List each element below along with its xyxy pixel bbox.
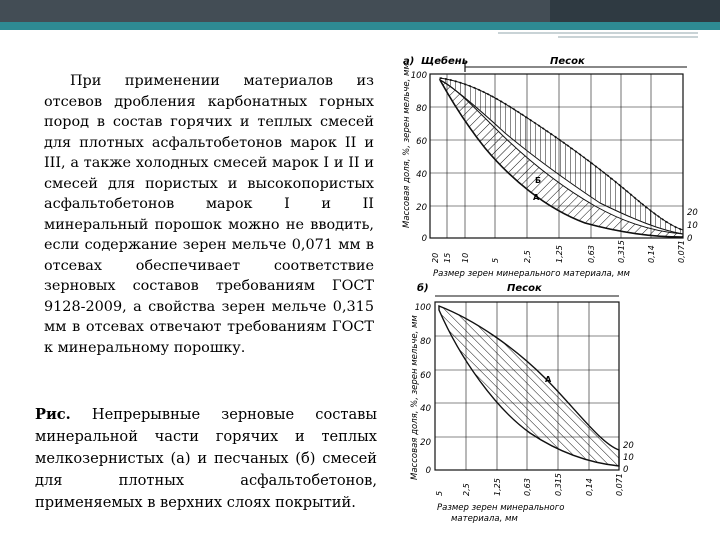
panel-b-ytick: 20 [420, 438, 431, 448]
panel-a-ytick: 0 [421, 234, 427, 244]
panel-b-xtick: 0,63 [523, 478, 532, 496]
panel-a-xtick: 5 [491, 257, 500, 263]
panel-a-xtick: 10 [461, 252, 470, 263]
panel-a-xtick: 0,14 [647, 245, 656, 263]
panel-b-xlabel-line2: материала, мм [451, 514, 518, 524]
panel-a-label: а) [403, 56, 415, 67]
panel-a-ytick: 40 [416, 170, 427, 180]
caption-text: Непрерывные зерновые составы минеральной части горячих и теплых мелкозернистых (а) и песчаных (б) смесей для плотных асфальтобетонов, применяемых в верхних слоях покрытий. [35, 406, 378, 511]
panel-b-xtick: 0,071 [615, 473, 624, 496]
panel-a-rtick: 10 [687, 221, 698, 231]
panel-b-xtick: 2,5 [462, 483, 471, 496]
panel-a-xtick: 1,25 [555, 245, 564, 263]
caption-label: Рис. [35, 406, 71, 423]
slide-header-bar [0, 0, 720, 22]
panel-a-xtick: 0,071 [677, 240, 686, 263]
panel-a-zone-right: Песок [550, 56, 585, 67]
figure-caption [35, 404, 377, 514]
panel-a-ytick: 100 [410, 71, 427, 81]
panel-b-rtick: 0 [623, 465, 629, 475]
panel-a-xlabel: Размер зерен минерального материала, мм [433, 269, 630, 279]
panel-b-ytick: 100 [414, 303, 431, 313]
panel-a-xtick: 2,5 [523, 250, 532, 263]
panel-a-curve-label-a: А [533, 193, 540, 202]
panel-a-zone-left: Щебень [421, 56, 469, 67]
panel-b-curve-label-a: А [545, 375, 552, 384]
panel-a-curve-label-b: Б [535, 176, 542, 185]
panel-b-ytick: 0 [425, 466, 431, 476]
panel-b-rtick: 20 [623, 441, 634, 451]
panel-b-xlabel-line1: Размер зерен минерального [437, 503, 565, 513]
panel-a-ytick: 60 [416, 137, 427, 147]
panel-a-xtick: 0,63 [587, 245, 596, 263]
panel-a [402, 55, 698, 279]
panel-b-xtick: 1,25 [493, 478, 502, 496]
panel-b-xtick: 0,14 [585, 478, 594, 496]
panel-b-xtick: 5 [435, 490, 444, 496]
panel-b-xtick: 0,315 [554, 473, 563, 496]
panel-b-ytick: 80 [420, 337, 431, 347]
header-decoration [498, 30, 698, 40]
gradation-figure [395, 48, 710, 524]
header-accent-stripe [0, 22, 720, 30]
panel-b-ytick: 60 [420, 371, 431, 381]
panel-b-rtick: 10 [623, 453, 634, 463]
gradation-charts [395, 48, 710, 524]
panel-a-xtick: 15 [443, 252, 452, 263]
panel-a-rtick: 20 [687, 208, 698, 218]
panel-b-zone: Песок [507, 283, 542, 294]
panel-b-ytick: 40 [420, 404, 431, 414]
panel-b-ylabel: Массовая доля, %, зерен мельче, мм [410, 315, 420, 480]
header-dark-block [550, 0, 720, 22]
panel-b [410, 282, 634, 524]
panel-a-xtick: 0,315 [617, 240, 626, 263]
panel-a-ylabel: Массовая доля, %, зерен мельче, мм [402, 63, 412, 228]
panel-a-ytick: 20 [416, 203, 427, 213]
panel-a-rtick: 0 [687, 234, 693, 244]
main-paragraph: При применении материалов из отсевов дробления карбонатных горных пород в состав горячих и теплых смесей для плотных асфальтобетонов марок II и III, а также холодных смесей марок I и II и смесей для пористых и высокопористых асфальтобетонов марок I и II минеральный порошок можно не вводить, если содержание зерен мельче 0,071 мм в отсевах обеспечивает соответствие зерновых составов требованиям ГОСТ 9128-2009, а свойства зерен мельче 0,315 мм в отсевах отвечают требованиям ГОСТ к минеральному порошку. [44, 73, 374, 356]
panel-a-ytick: 80 [416, 104, 427, 114]
panel-b-label: б) [417, 283, 429, 294]
panel-a-xtick: 20 [431, 252, 440, 263]
